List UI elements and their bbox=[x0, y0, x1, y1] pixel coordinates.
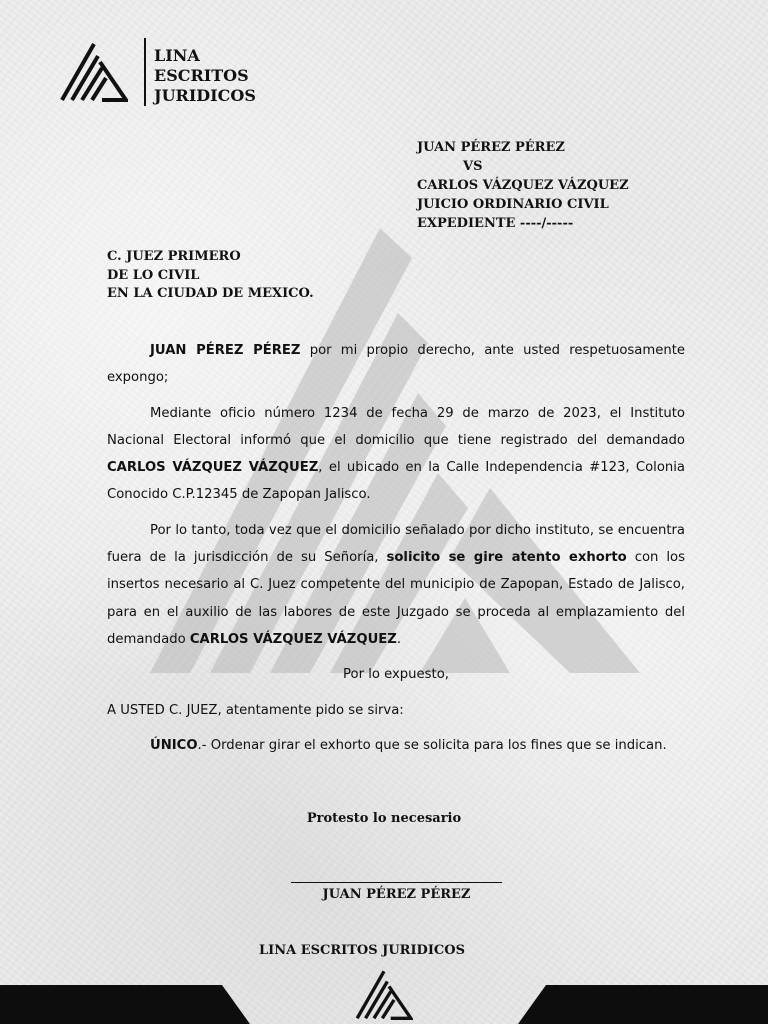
brand-line-3: JURIDICOS bbox=[154, 86, 256, 105]
request-text-b: con los insertos necesario al C. Juez competente del municipio de Zapopan, Estado de Jalisco, para en el auxilio de las labores de este Juzgado se proceda al emplazamiento del demandado bbox=[107, 550, 685, 647]
facts-text-a: Mediante oficio número 1234 de fecha 29 de marzo de 2023, el Instituto Nacional Electoral informó que el domicilio que tiene registrado del demandado bbox=[107, 405, 685, 448]
signer-name: JUAN PÉREZ PÉREZ bbox=[322, 887, 471, 902]
brand-line-2: ESCRITOS bbox=[154, 66, 249, 85]
intro-name: JUAN PÉREZ PÉREZ bbox=[150, 343, 301, 358]
addressee bbox=[107, 248, 314, 304]
caption-trial-type: JUICIO ORDINARIO CIVIL bbox=[417, 197, 609, 212]
triangle-logo-icon bbox=[355, 968, 413, 1020]
addressee-line-3: EN LA CIUDAD DE MEXICO. bbox=[107, 286, 314, 301]
intro-text: por mi propio derecho, ante usted respetuosamente expongo; bbox=[107, 343, 685, 386]
paragraph-por-lo-expuesto: Por lo expuesto, bbox=[343, 667, 449, 683]
footer-brand-name: LINA ESCRITOS JURIDICOS bbox=[259, 943, 465, 958]
paragraph-unico bbox=[107, 732, 685, 759]
unico-text: .- Ordenar girar el exhorto que se solicita para los fines que se indican. bbox=[197, 737, 667, 753]
facts-defendant-name: CARLOS VÁZQUEZ VÁZQUEZ bbox=[107, 460, 319, 476]
paragraph-intro bbox=[107, 337, 685, 392]
request-end: . bbox=[396, 631, 402, 647]
paragraph-facts bbox=[107, 400, 685, 509]
caption-vs: VS bbox=[463, 159, 483, 174]
facts-text-b: , el ubicado en la Calle Independencia #123, Colonia Conocido C.P.12345 de Zapopan Jalisco. bbox=[107, 460, 685, 503]
brand-name bbox=[154, 46, 256, 106]
request-defendant-name: CARLOS VÁZQUEZ VÁZQUEZ bbox=[189, 631, 397, 647]
unico-label: ÚNICO bbox=[150, 737, 198, 753]
brand-line-1: LINA bbox=[154, 46, 200, 65]
caption-file-number: EXPEDIENTE ----/----- bbox=[417, 216, 574, 231]
paragraph-petition: A USTED C. JUEZ, atentamente pido se sirva: bbox=[107, 702, 404, 718]
protesto-line: Protesto lo necesario bbox=[306, 811, 462, 826]
document-body bbox=[107, 337, 685, 767]
caption-actor: JUAN PÉREZ PÉREZ bbox=[417, 140, 565, 155]
logo-divider bbox=[144, 38, 146, 106]
signature-line bbox=[291, 882, 502, 883]
caption-defendant: CARLOS VÁZQUEZ VÁZQUEZ bbox=[417, 178, 629, 193]
request-text-a: Por lo tanto, toda vez que el domicilio señalado por dicho instituto, se encuentra fuera de la jurisdicción de su Señoría, bbox=[107, 522, 685, 566]
addressee-line-2: DE LO CIVIL bbox=[107, 267, 200, 283]
addressee-line-1: C. JUEZ PRIMERO bbox=[107, 249, 241, 264]
case-caption bbox=[417, 138, 629, 233]
paragraph-request bbox=[107, 517, 685, 653]
request-bold: solicito se gire atento exhorto bbox=[386, 550, 627, 566]
triangle-logo-icon bbox=[60, 40, 128, 102]
